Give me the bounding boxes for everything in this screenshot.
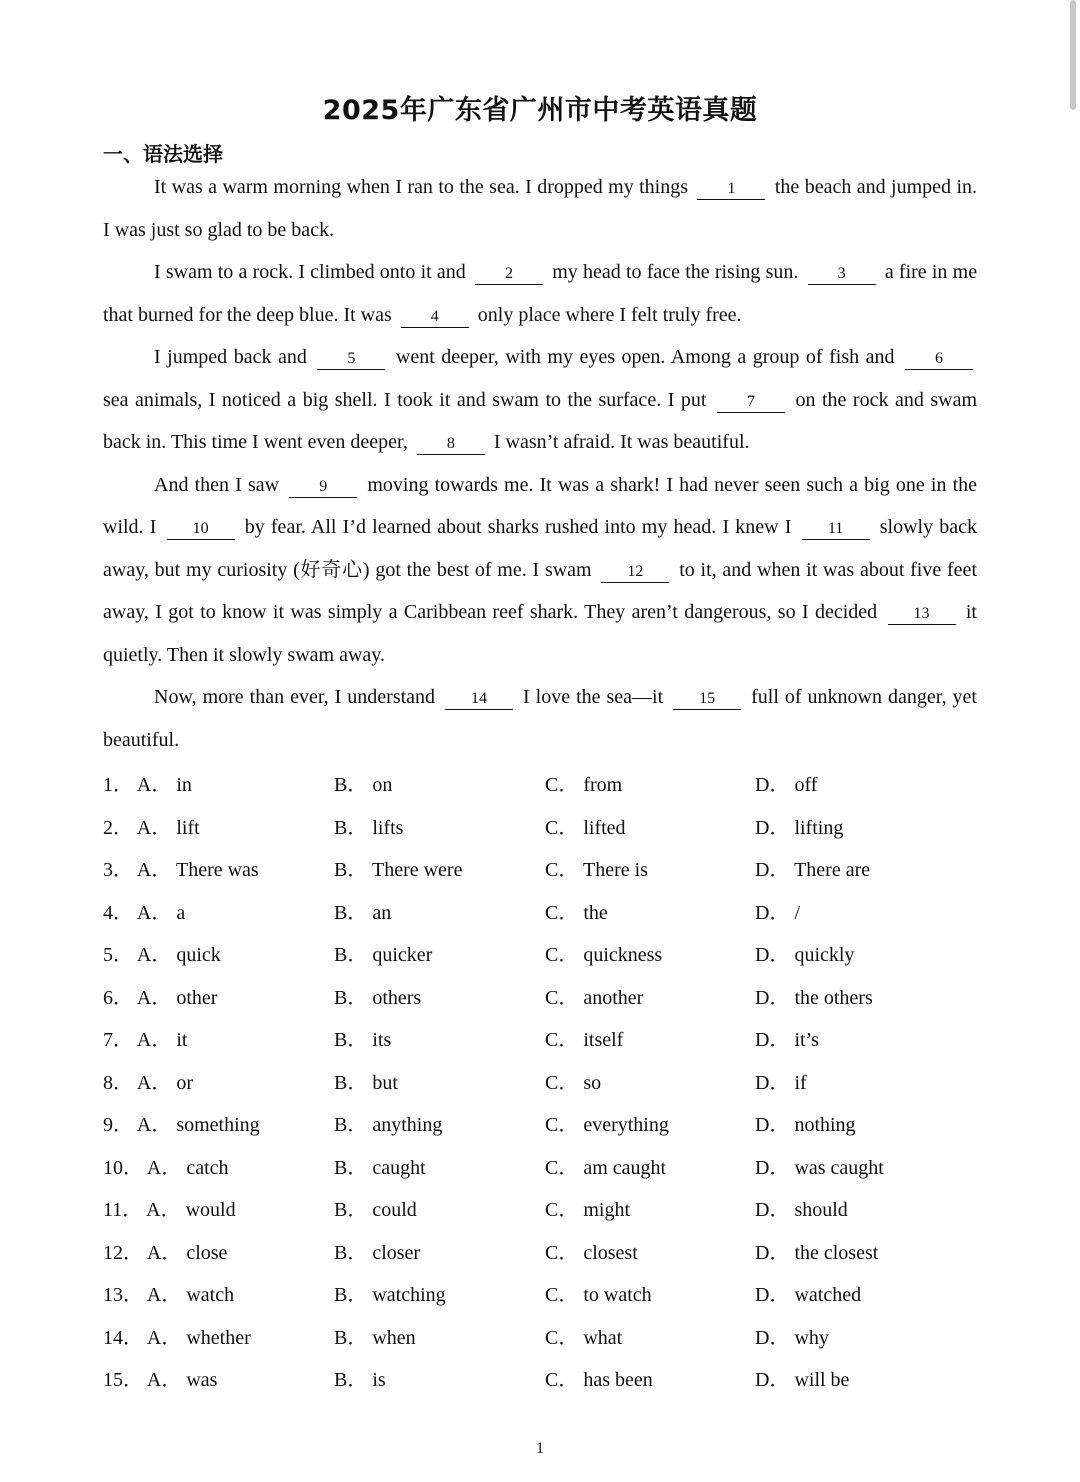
option-d: D． watched	[755, 1284, 862, 1306]
option-d: D． off	[755, 774, 818, 796]
option-b: B． but	[334, 1071, 398, 1094]
option-d: D． the others	[755, 986, 873, 1009]
question-row	[103, 845, 977, 888]
passage-text: It was a warm morning when I ran to the sea. I dropped my things	[154, 176, 689, 198]
page-title: 2025年广东省广州市中考英语真题	[322, 95, 758, 126]
passage-text: the beach and jumped in. I was just so glad to be back.	[103, 176, 978, 241]
option-c: C． everything	[545, 1114, 669, 1136]
passage-text: Now, more than ever, I understand	[154, 686, 436, 708]
option-d: D． /	[755, 901, 800, 924]
option-d: D． quickly	[755, 944, 855, 966]
option-a: 2． A． lift	[103, 816, 200, 839]
passage-text: by fear. All I’d learned about sharks rushed into my head. I knew I	[244, 516, 792, 538]
option-a: 6． A． other	[103, 986, 218, 1009]
option-a: 3． A． There was	[103, 859, 259, 881]
blank-5: 5	[317, 349, 385, 370]
option-a: 7． A． it	[103, 1029, 188, 1051]
blank-12: 12	[601, 562, 669, 583]
paragraph-4	[103, 464, 977, 677]
blank-14: 14	[445, 689, 513, 710]
passage-text: I wasn’t afraid. It was beautiful.	[493, 431, 750, 453]
passage-text: my head to face the rising sun.	[552, 261, 799, 283]
option-a: 5． A． quick	[103, 944, 221, 966]
blank-7: 7	[717, 392, 785, 413]
blank-13: 13	[888, 604, 956, 625]
blank-8: 8	[417, 434, 485, 455]
passage-text: it quietly. Then it slowly swam away.	[103, 601, 977, 666]
option-a: 14． A． whether	[103, 1326, 251, 1349]
passage-text: a fire in me that burned for the deep blue. It was	[103, 261, 978, 326]
option-d: D． will be	[755, 1369, 850, 1391]
passage-text: to it, and when it was about five feet away, I got to know it was simply a Caribbean reef shark. They aren’t dangerous, so I decided	[103, 558, 977, 623]
option-d: D． if	[755, 1071, 807, 1094]
option-b: B． quicker	[334, 944, 433, 966]
option-c: C． am caught	[545, 1156, 667, 1179]
option-a: 9． A． something	[103, 1114, 260, 1136]
option-b: B． anything	[334, 1114, 443, 1136]
question-row	[103, 888, 977, 931]
option-c: C． closest	[545, 1241, 638, 1264]
option-a: 1． A． in	[103, 774, 192, 796]
option-a: 10． A． catch	[103, 1156, 229, 1179]
option-b: B． could	[334, 1199, 417, 1221]
passage-text: I swam to a rock. I climbed onto it and	[154, 261, 466, 283]
question-row	[103, 760, 977, 803]
option-b: B． is	[334, 1369, 386, 1391]
option-a: 12． A． close	[103, 1241, 228, 1264]
passage	[103, 166, 977, 761]
option-d: D． lifting	[755, 816, 844, 839]
question-row	[103, 1270, 977, 1313]
passage-text: moving towards me. It was a shark! I had never seen such a big one in the wild. I	[103, 473, 978, 538]
question-list	[103, 760, 977, 1398]
option-c: C． the	[545, 901, 608, 924]
question-row	[103, 973, 977, 1016]
blank-10: 10	[167, 519, 235, 540]
option-c: C． There is	[545, 859, 648, 881]
option-d: D． nothing	[755, 1114, 856, 1136]
option-c: C． to watch	[545, 1284, 652, 1306]
option-b: B． on	[334, 774, 393, 796]
paragraph-5	[103, 676, 977, 761]
option-b: B． when	[334, 1326, 416, 1349]
option-c: C． lifted	[545, 816, 626, 839]
option-c: C． from	[545, 774, 623, 796]
paragraph-1	[103, 166, 977, 251]
question-row	[103, 1100, 977, 1143]
page-number: 1	[536, 1440, 544, 1457]
option-c: C． itself	[545, 1029, 624, 1051]
option-d: D． why	[755, 1326, 829, 1349]
question-row	[103, 1058, 977, 1101]
question-row	[103, 1313, 977, 1356]
option-c: C． what	[545, 1326, 623, 1349]
passage-text: went deeper, with my eyes open. Among a group of fish and	[395, 346, 895, 368]
blank-9: 9	[289, 477, 357, 498]
option-b: B． its	[334, 1029, 392, 1051]
option-d: D． was caught	[755, 1156, 884, 1179]
option-d: D． the closest	[755, 1241, 879, 1264]
option-b: B． closer	[334, 1241, 421, 1264]
passage-text: I jumped back and	[154, 346, 307, 368]
passage-text: full of unknown danger, yet beautiful.	[103, 686, 977, 751]
option-b: B． others	[334, 986, 422, 1009]
option-c: C． has been	[545, 1369, 653, 1391]
option-a: 11． A． would	[103, 1199, 236, 1221]
option-b: B． watching	[334, 1284, 446, 1306]
question-row	[103, 1228, 977, 1271]
option-b: B． lifts	[334, 816, 404, 839]
paragraph-3	[103, 336, 977, 464]
option-d: D． it’s	[755, 1029, 819, 1051]
option-a: 13． A． watch	[103, 1284, 235, 1306]
option-a: 8． A． or	[103, 1071, 193, 1094]
option-c: C． might	[545, 1199, 631, 1221]
passage-text: I love the sea—it	[523, 686, 664, 708]
blank-15: 15	[673, 689, 741, 710]
passage-text: sea animals, I noticed a big shell. I took it and swam to the surface. I put	[103, 388, 707, 411]
blank-2: 2	[475, 264, 543, 285]
question-row	[103, 930, 977, 973]
question-row	[103, 1185, 977, 1228]
passage-text: And then I saw	[154, 473, 280, 496]
blank-4: 4	[401, 307, 469, 328]
question-row	[103, 1355, 977, 1398]
option-c: C． another	[545, 986, 644, 1009]
section-title: 一、语法选择	[103, 142, 223, 166]
passage-text: on the rock and swam back in. This time I went even deeper,	[103, 388, 978, 453]
blank-1: 1	[697, 179, 765, 200]
passage-text: only place where I felt truly free.	[477, 303, 742, 326]
option-a: 15． A． was	[103, 1369, 218, 1391]
option-d: D． There are	[755, 859, 871, 881]
option-b: B． caught	[334, 1156, 426, 1179]
paragraph-2	[103, 251, 977, 336]
option-b: B． an	[334, 901, 392, 924]
option-c: C． quickness	[545, 944, 663, 966]
option-d: D． should	[755, 1199, 848, 1221]
blank-11: 11	[802, 519, 870, 540]
option-b: B． There were	[334, 859, 463, 881]
question-row	[103, 803, 977, 846]
question-row	[103, 1143, 977, 1186]
passage-text: slowly back away, but my curiosity (好奇心) got the best of me. I swam	[103, 516, 978, 581]
blank-3: 3	[808, 264, 876, 285]
option-c: C． so	[545, 1071, 602, 1094]
blank-6: 6	[905, 349, 973, 370]
option-a: 4． A． a	[103, 901, 186, 924]
question-row	[103, 1015, 977, 1058]
